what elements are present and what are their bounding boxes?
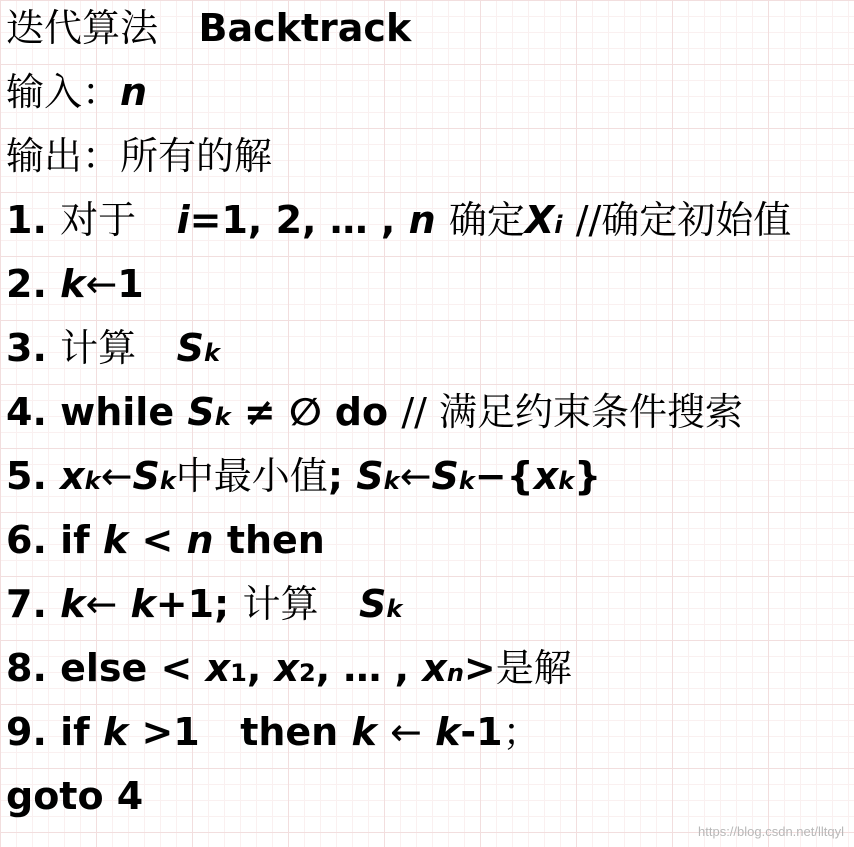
- sub-1: 1: [230, 659, 247, 687]
- condition: ≠ ∅ do: [243, 390, 389, 434]
- var-x: x: [533, 454, 559, 498]
- arrow: ←: [389, 710, 422, 754]
- watermark: https://blog.csdn.net/lltqyl: [698, 824, 844, 839]
- keyword: then: [226, 518, 325, 562]
- step-1: [6, 188, 791, 252]
- step-5: [6, 444, 601, 508]
- ellipsis: , … ,: [315, 646, 410, 690]
- arrow: ←: [85, 582, 118, 626]
- sub-k: k: [159, 467, 176, 495]
- step-number: 9.: [6, 710, 47, 754]
- step-number: 2.: [6, 262, 47, 306]
- var-x: x: [422, 646, 447, 690]
- sub-k: k: [386, 595, 403, 623]
- step-10: [6, 764, 143, 828]
- goto-statement: goto 4: [6, 774, 144, 818]
- var-k: k: [351, 710, 377, 754]
- title-en: Backtrack: [198, 6, 412, 50]
- set-minus: −{: [474, 454, 534, 498]
- range: =1, 2, … ,: [189, 198, 409, 242]
- var-x: x: [60, 454, 85, 498]
- arrow: ←: [100, 454, 133, 498]
- arrow: ←: [399, 454, 432, 498]
- var-k: k: [60, 262, 86, 306]
- step-text: 计算: [60, 326, 137, 370]
- step-2: [6, 252, 144, 316]
- var-S: S: [132, 454, 160, 498]
- semicolon: ;: [327, 454, 357, 498]
- increment: +1;: [155, 582, 230, 626]
- sub-k: k: [84, 467, 101, 495]
- keyword: if: [60, 518, 90, 562]
- sub-k: k: [458, 467, 475, 495]
- sub-k: k: [558, 467, 575, 495]
- step-4: [6, 380, 743, 444]
- step-text: 计算: [242, 582, 319, 626]
- sub-k: k: [203, 339, 220, 367]
- var-S: S: [431, 454, 459, 498]
- var-n: n: [186, 518, 214, 562]
- var-k: k: [130, 582, 156, 626]
- sub-n: n: [446, 659, 464, 687]
- step-number: 3.: [6, 326, 47, 370]
- keyword: then: [240, 710, 339, 754]
- step-text: 对于: [60, 198, 137, 242]
- var-X: X: [524, 198, 555, 242]
- input-line: [6, 60, 147, 124]
- sub-2: 2: [299, 659, 316, 687]
- semicolon: ；: [502, 710, 541, 754]
- step-number: 4.: [6, 390, 47, 434]
- comma: ,: [246, 646, 262, 690]
- step-text: 中最小值: [175, 454, 328, 498]
- greater-than: >1: [141, 710, 200, 754]
- output-line: [6, 124, 272, 188]
- step-number: 7.: [6, 582, 47, 626]
- output-label: 输出：所有的解: [6, 134, 273, 178]
- decrement: -1: [460, 710, 503, 754]
- step-text: 确定: [448, 198, 525, 242]
- input-var: n: [120, 70, 148, 114]
- step-9: [6, 700, 541, 764]
- value: 1: [117, 262, 144, 306]
- title-cn: 迭代算法: [6, 6, 159, 50]
- var-n: n: [408, 198, 436, 242]
- sub-k: k: [383, 467, 400, 495]
- keyword: if: [60, 710, 90, 754]
- step-number: 5.: [6, 454, 47, 498]
- close-brace: }: [574, 454, 602, 498]
- var-S: S: [358, 582, 387, 626]
- var-S: S: [176, 326, 204, 370]
- arrow: ←: [85, 262, 118, 306]
- step-8: [6, 636, 572, 700]
- var-x: x: [274, 646, 300, 690]
- greater-than: >: [463, 646, 496, 690]
- algorithm-title: [6, 0, 411, 60]
- var-i: i: [176, 198, 190, 242]
- step-text: 是解: [495, 646, 572, 690]
- less-than: <: [141, 518, 174, 562]
- comment: //确定初始值: [575, 198, 792, 242]
- var-x: x: [205, 646, 231, 690]
- step-7: [6, 572, 402, 636]
- var-S: S: [187, 390, 215, 434]
- var-k: k: [435, 710, 461, 754]
- step-6: [6, 508, 325, 572]
- input-label: 输入：: [6, 70, 121, 114]
- step-number: 8.: [6, 646, 47, 690]
- var-S: S: [356, 454, 384, 498]
- comment: // 满足约束条件搜索: [401, 390, 743, 434]
- var-k: k: [102, 710, 129, 754]
- keyword: while: [60, 390, 175, 434]
- sub-k: k: [214, 403, 231, 431]
- keyword: else <: [60, 646, 193, 690]
- step-3: [6, 316, 220, 380]
- sub-i: i: [554, 211, 563, 239]
- var-k: k: [102, 518, 129, 562]
- var-k: k: [60, 582, 86, 626]
- step-number: 6.: [6, 518, 47, 562]
- step-number: 1.: [6, 198, 47, 242]
